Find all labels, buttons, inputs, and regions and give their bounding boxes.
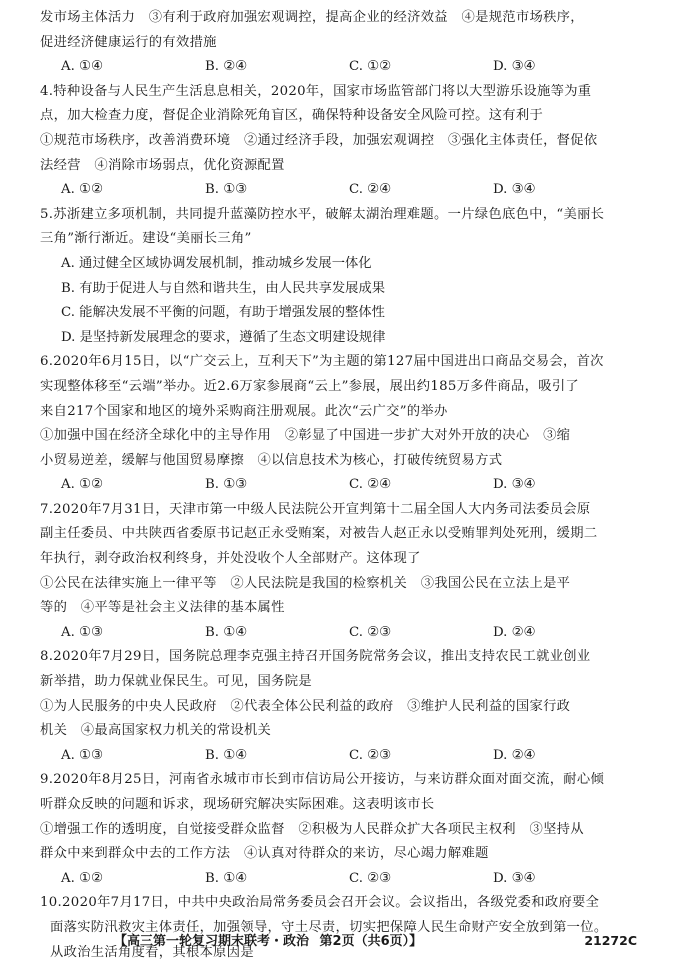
option-c[interactable]: C. ①②: [349, 59, 391, 75]
option-row: [40, 55, 637, 80]
question-stem: 新举措，助力保就业保民生。可见，国务院是: [40, 674, 312, 690]
option-b[interactable]: B. ①④: [205, 624, 248, 640]
question-stem: 9.2020年8月25日，河南省永城市市长到市信访局公开接访，与来访群众面对面交流，耐心倾: [40, 772, 605, 788]
option-c[interactable]: C. ②③: [349, 870, 391, 886]
option-d[interactable]: D. ②④: [493, 624, 536, 640]
statement-line: ①增强工作的透明度，自觉接受群众监督 ②积极为人民群众扩大各项民主权利 ③坚持从: [40, 821, 584, 837]
option-b[interactable]: B. ②④: [205, 59, 248, 75]
option-row: [40, 621, 637, 646]
option-d[interactable]: D. ③④: [493, 182, 536, 198]
question-stem: 点，加大检查力度，督促企业消除死角盲区，确保特种设备安全风险可控。这有利于: [40, 108, 544, 124]
question-line: 发市场主体活力 ③有利于政府加强宏观调控，提高企业的经济效益 ④是规范市场秩序，: [40, 10, 584, 25]
question-stem: 来自217个国家和地区的境外采购商注册观展。此次“云广交”的举办: [40, 403, 448, 419]
option-row: [40, 867, 637, 892]
option-d[interactable]: D. ③④: [493, 477, 536, 493]
question-stem: 6.2020年6月15日，以“广交云上，互利天下”为主题的第127届中国进出口商品交易会，首次: [40, 354, 604, 370]
option-row: [40, 473, 637, 498]
question-line: 促进经济健康运行的有效措施: [40, 34, 217, 50]
question-stem: 实现整体移至“云端”举办。近2.6万家参展商“云上”参展，展出约185万多件商品，吸引了: [40, 378, 580, 394]
option-a[interactable]: A. ①②: [61, 182, 103, 198]
question-stem: 面落实防汛救灾主体责任，加强领导，守土尽责，切实把保障人民生命财产安全放到第一位。: [50, 919, 608, 935]
question-stem: 年执行，剥夺政治权利终身，并处没收个人全部财产。这体现了: [40, 551, 421, 567]
choice-a[interactable]: A. 通过健全区域协调发展机制，推动城乡发展一体化: [61, 255, 372, 271]
option-a[interactable]: A. ①②: [61, 477, 103, 493]
question-10: [40, 891, 637, 965]
option-c[interactable]: C. ②④: [349, 182, 391, 198]
option-row: [40, 178, 637, 203]
option-b[interactable]: B. ①④: [205, 870, 248, 886]
option-d[interactable]: D. ③④: [493, 870, 536, 886]
question-4: [40, 80, 637, 203]
option-b[interactable]: B. ①③: [205, 477, 248, 493]
option-c[interactable]: C. ②④: [349, 477, 391, 493]
statement-line: 等的 ④平等是社会主义法律的基本属性: [40, 600, 285, 616]
question-8: [40, 645, 637, 768]
option-d[interactable]: D. ③④: [493, 59, 536, 75]
question-stem: 从政治生活角度看，其根本原因是: [50, 944, 254, 960]
page-number: 第2页（共6页）】: [319, 934, 423, 949]
statement-line: ①公民在法律实施上一律平等 ②人民法院是我国的检察机关 ③我国公民在立法上是平: [40, 575, 571, 591]
statement-line: 小贸易逆差，缓解与他国贸易摩擦 ④以信息技术为核心，打破传统贸易方式: [40, 452, 503, 468]
choice-b[interactable]: B. 有助于促进人与自然和谐共生，由人民共享发展成果: [61, 280, 386, 296]
question-6: [40, 350, 637, 498]
option-a[interactable]: A. ①③: [61, 747, 103, 763]
question-5: [40, 203, 637, 351]
question-stem: 4.特种设备与人民生产生活息息相关，2020年，国家市场监管部门将以大型游乐设施等为重: [40, 83, 592, 99]
exam-code: 21272C: [584, 933, 637, 948]
question-stem: 7.2020年7月31日，天津市第一中级人民法院公开宣判第十二届全国人大内务司法委员会原: [40, 501, 591, 517]
statement-line: ①加强中国在经济全球化中的主导作用 ②彰显了中国进一步扩大对外开放的决心 ③缩: [40, 428, 571, 444]
option-d[interactable]: D. ②④: [493, 747, 536, 763]
option-row: [40, 744, 637, 769]
statement-line: 机关 ④最高国家权力机关的常设机关: [40, 723, 272, 739]
statement-line: 群众中来到群众中去的工作方法 ④认真对待群众的来访，尽心竭力解难题: [40, 846, 489, 862]
option-a[interactable]: A. ①③: [61, 624, 103, 640]
option-a[interactable]: A. ①④: [61, 59, 103, 75]
question-stem: 副主任委员、中共陕西省委原书记赵正永受贿案，对被告人赵正永以受贿罪判处死刑，缓期二: [40, 526, 598, 542]
question-stem: 10.2020年7月17日，中共中央政治局常务委员会召开会议。会议指出，各级党委和政府要全: [40, 895, 600, 911]
statement-line: 法经营 ④消除市场弱点，优化资源配置: [40, 157, 285, 173]
question-stem: 三角”渐行渐近。建设“美丽长三角”: [40, 231, 252, 247]
option-a[interactable]: A. ①②: [61, 870, 103, 886]
question-stem: 听群众反映的问题和诉求，现场研究解决实际困难。这表明该市长: [40, 797, 435, 812]
footer-title-block: [114, 930, 428, 949]
option-b[interactable]: B. ①④: [205, 747, 248, 763]
option-c[interactable]: C. ②③: [349, 624, 391, 640]
option-c[interactable]: C. ②③: [349, 747, 391, 763]
question-stem: 5.苏浙建立多项机制，共同提升蓝藻防控水平，破解太湖治理难题。一片绿色底色中，“美丽长: [40, 206, 605, 222]
statement-line: ①规范市场秩序，改善消费环境 ②通过经济手段，加强宏观调控 ③强化主体责任，督促依: [40, 132, 598, 148]
choice-d[interactable]: D. 是坚持新发展理念的要求，遵循了生态文明建设规律: [61, 329, 386, 345]
statement-line: ①为人民服务的中央人民政府 ②代表全体公民利益的政府 ③维护人民利益的国家行政: [40, 698, 571, 714]
exam-title: 【高三第一轮复习期末联考・政治: [114, 934, 310, 949]
question-3-tail: [40, 6, 637, 80]
question-stem: 8.2020年7月29日，国务院总理李克强主持召开国务院常务会议，推出支持农民工就业创业: [40, 649, 591, 665]
page-footer: [40, 930, 637, 949]
question-9: [40, 768, 637, 891]
question-7: [40, 498, 637, 646]
choice-c[interactable]: C. 能解决发展不平衡的问题，有助于增强发展的整体性: [61, 305, 385, 321]
option-b[interactable]: B. ①③: [205, 182, 248, 198]
